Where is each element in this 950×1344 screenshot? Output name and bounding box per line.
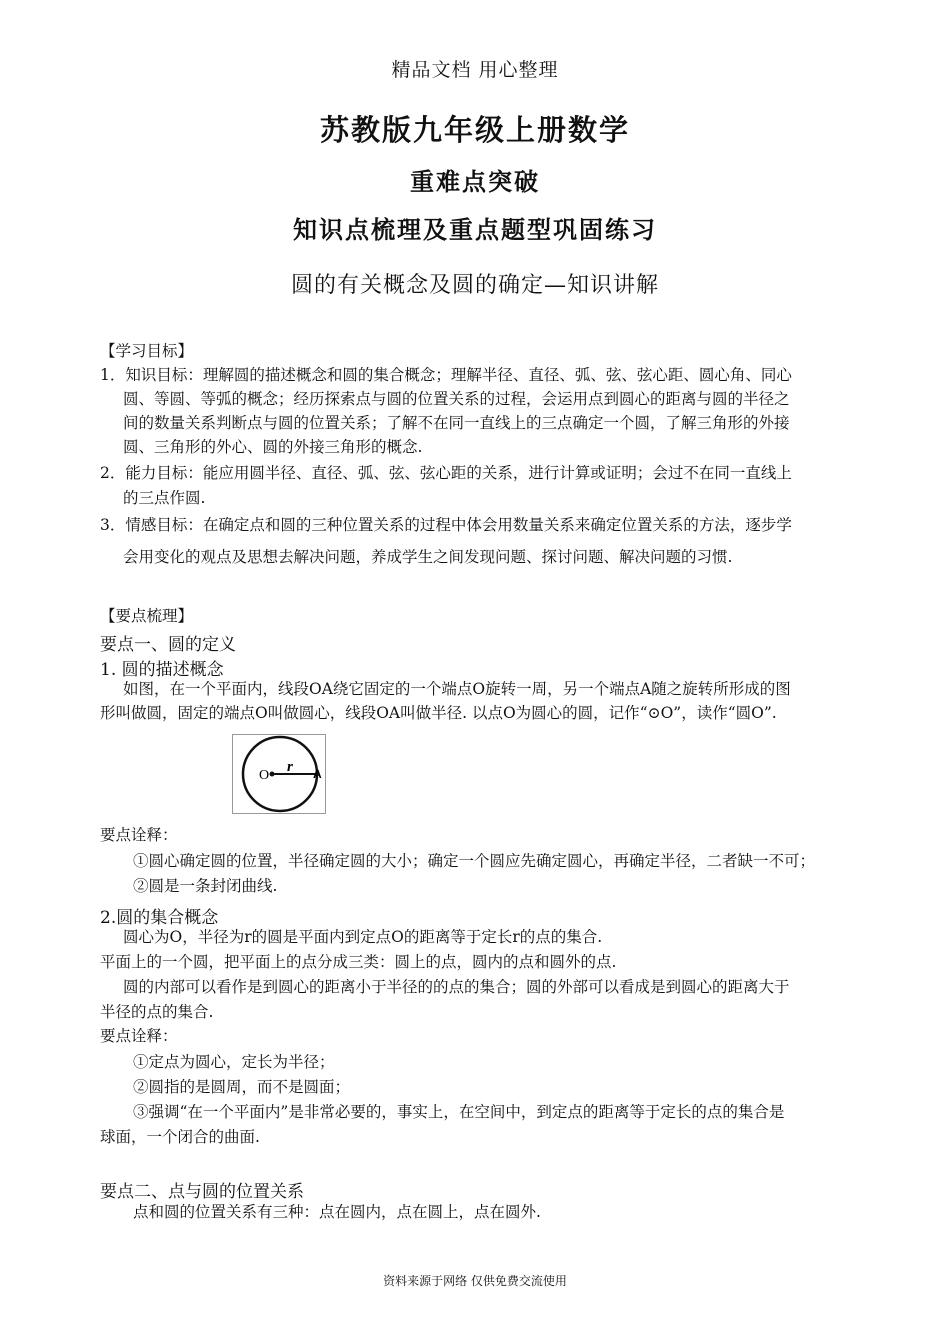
circle-figure (232, 734, 326, 814)
goals-heading: 【学习目标】 (100, 342, 194, 360)
set-concept-line-1: 圆心为O，半径为r的圆是平面内到定点O的距离等于定长r的点的集合. (123, 928, 603, 946)
point-1-heading: 要点一、圆的定义 (100, 635, 236, 655)
set-concept-line-4: 半径的点的集合. (100, 1003, 214, 1021)
note-2-item-c-line-2: 球面，一个闭合的曲面. (100, 1128, 260, 1146)
lesson-title: 圆的有关概念及圆的确定—知识讲解 (290, 273, 659, 298)
goal-3-line-1: 3．情感目标：在确定点和圆的三种位置关系的过程中体会用数量关系来确定位置关系的方法，逐步学 (100, 516, 792, 534)
radius-label: r (287, 759, 293, 775)
goal-1-line-3: 间的数量关系判断点与圆的位置关系；了解不在同一直线上的三点确定一个圆，了解三角形的外接 (123, 414, 790, 432)
note-2-label: 要点诠释： (100, 1027, 178, 1045)
point-1-sub-1: 1. 圆的描述概念 (100, 660, 224, 680)
point-a-label: A (313, 767, 322, 781)
header-note: 精品文档 用心整理 (391, 59, 559, 81)
page-footer: 资料来源于网络 仅供免费交流使用 (383, 1274, 567, 1288)
goal-1-line-4: 圆、三角形的外心、圆的外接三角形的概念. (123, 438, 423, 456)
goal-1-line-2: 圆、等圆、等弧的概念；经历探索点与圆的位置关系的过程，会运用点到圆心的距离与圆的半径之 (123, 390, 790, 408)
note-1-item-a: ①圆心确定圆的位置，半径确定圆的大小；确定一个圆应先确定圆心，再确定半径，二者缺一不可； (133, 852, 816, 870)
point-1-text-line-1: 如图，在一个平面内，线段OA绕它固定的一个端点O旋转一周，另一个端点A随之旋转所形成的图 (123, 680, 791, 698)
point-1-sub-2: 2.圆的集合概念 (100, 908, 219, 928)
circle-diagram (233, 735, 325, 813)
document-subtitle: 重难点突破 (410, 167, 540, 196)
note-1-label: 要点诠释： (100, 826, 178, 844)
note-2-item-b: ②圆指的是圆周，而不是圆面； (133, 1078, 351, 1096)
note-2-item-c-line-1: ③强调“在一个平面内”是非常必要的，事实上，在空间中，到定点的距离等于定长的点的集合是 (133, 1103, 785, 1121)
point-1-text-line-2: 形叫做圆，固定的端点O叫做圆心，线段OA叫做半径. 以点O为圆心的圆，记作“⊙O”，读作“圆O”. (100, 704, 777, 722)
set-concept-line-3: 圆的内部可以看作是到圆心的距离小于半径的的点的集合；圆的外部可以看成是到圆心的距离大于 (123, 978, 790, 996)
set-concept-line-2: 平面上的一个圆，把平面上的点分成三类：圆上的点，圆内的点和圆外的点. (100, 953, 617, 971)
note-1-item-b: ②圆是一条封闭曲线. (133, 877, 278, 895)
goal-3-line-2: 会用变化的观点及思想去解决问题，养成学生之间发现问题、探讨问题、解决问题的习惯. (123, 548, 733, 566)
point-2-text: 点和圆的位置关系有三种：点在圆内，点在圆上，点在圆外. (133, 1203, 541, 1221)
goal-2-line-1: 2．能力目标：能应用圆半径、直径、弧、弦、弦心距的关系，进行计算或证明；会过不在同一直线上 (100, 464, 792, 482)
points-heading: 【要点梳理】 (100, 607, 194, 625)
note-2-item-a: ①定点为圆心，定长为半径； (133, 1053, 335, 1071)
point-2-heading: 要点二、点与圆的位置关系 (100, 1182, 304, 1202)
document-title: 苏教版九年级上册数学 (319, 113, 630, 147)
goal-1-line-1: 1．知识目标：理解圆的描述概念和圆的集合概念；理解半径、直径、弧、弦、弦心距、圆心角、同心 (100, 366, 792, 384)
document-subtitle-2: 知识点梳理及重点题型巩固练习 (293, 215, 657, 244)
center-label: O (259, 768, 270, 783)
goal-2-line-2: 的三点作圆. (123, 489, 206, 507)
